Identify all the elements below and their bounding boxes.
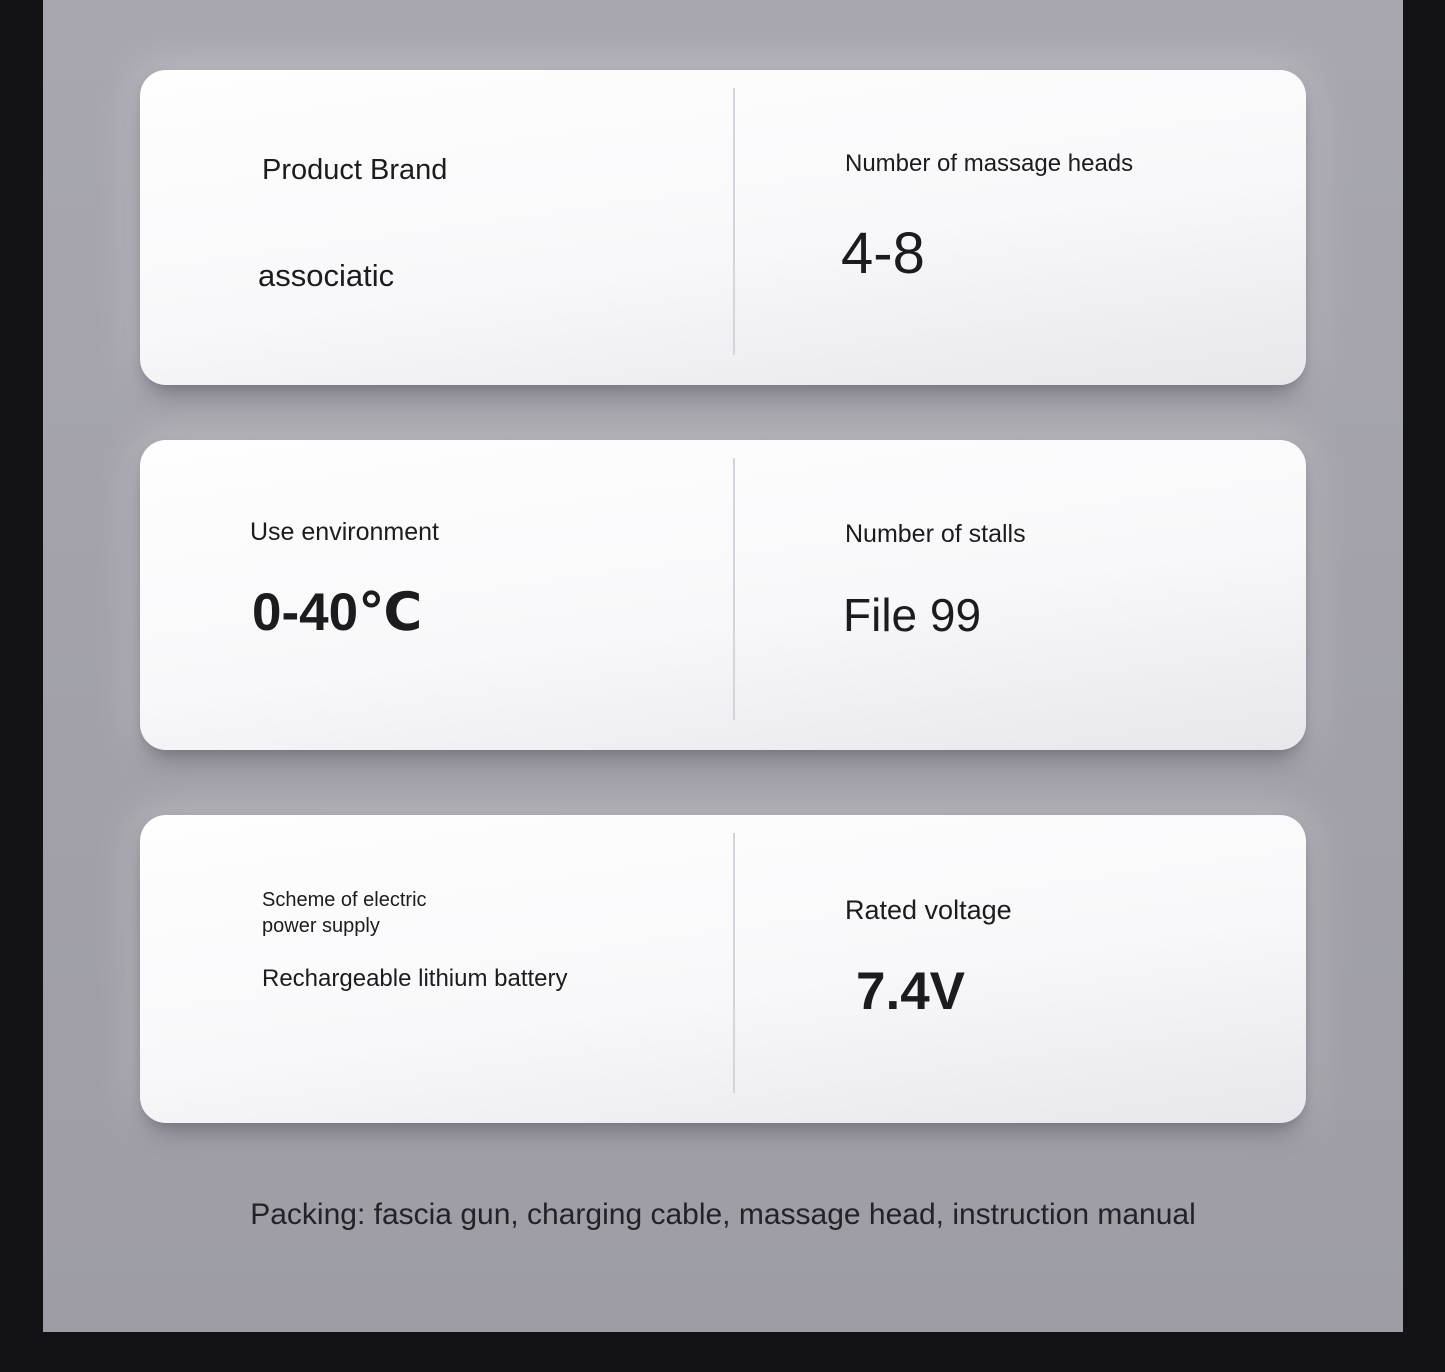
background-panel [43,0,1403,1332]
card-divider [733,833,735,1093]
spec-value-rated-voltage: 7.4V [856,962,966,1021]
spec-label-number-of-stalls: Number of stalls [845,520,1026,548]
spec-label-power-supply: Scheme of electric power supply [262,889,427,938]
card-divider [733,458,735,720]
spec-card-power-and-voltage [140,815,1306,1123]
spec-value-number-of-stalls: File 99 [843,589,982,641]
packing-note: Packing: fascia gun, charging cable, massage head, instruction manual [250,1198,1196,1231]
spec-value-power-supply: Rechargeable lithium battery [262,965,568,992]
spec-label-rated-voltage: Rated voltage [845,895,1012,925]
spec-value-use-environment: 0-40℃ [252,583,423,642]
spec-value-product-brand: associatic [258,258,395,293]
spec-label-use-environment: Use environment [250,518,439,546]
spec-value-massage-heads: 4-8 [841,221,925,286]
spec-label-massage-heads: Number of massage heads [845,150,1134,177]
spec-label-product-brand: Product Brand [262,154,448,186]
card-divider [733,88,735,355]
spec-card-brand-and-heads [140,70,1306,385]
spec-card-environment-and-stalls [140,440,1306,750]
